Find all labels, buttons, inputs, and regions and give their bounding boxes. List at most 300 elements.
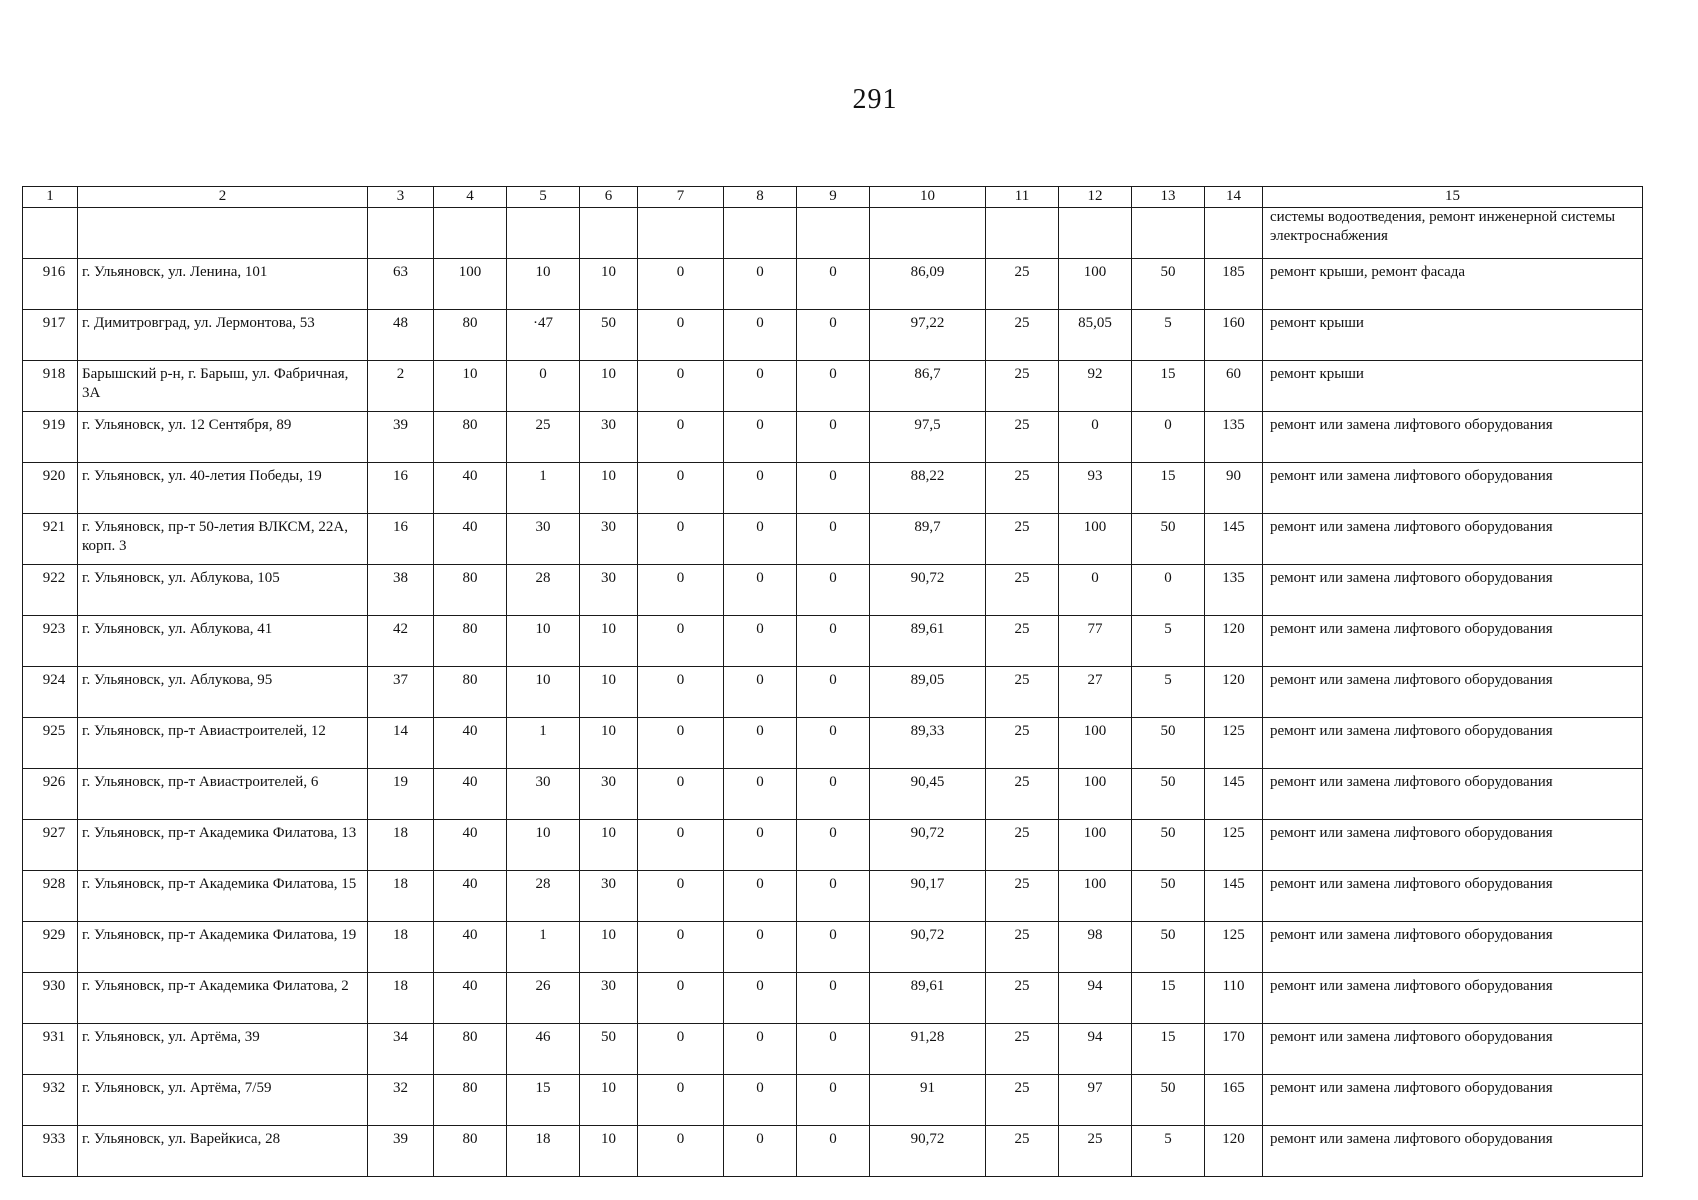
table-row: [23, 871, 1643, 922]
value-col-14-cell: 185: [1205, 259, 1263, 310]
value-col-8-cell: 0: [724, 259, 797, 310]
value-col-8-cell: 0: [724, 361, 797, 412]
value-col-12-cell: 94: [1059, 973, 1132, 1024]
value-col-7-cell: 0: [638, 1075, 724, 1126]
row-number-cell: 926: [23, 769, 78, 820]
row-number-cell: 924: [23, 667, 78, 718]
value-col-6-cell: 10: [580, 463, 638, 514]
value-col-10-cell: 86,7: [870, 361, 986, 412]
row-number-cell: 933: [23, 1126, 78, 1177]
table-row: [23, 1075, 1643, 1126]
value-col-11-cell: 25: [986, 616, 1059, 667]
value-col-3-cell: 39: [368, 1126, 434, 1177]
address-cell: г. Ульяновск, ул. Ленина, 101: [78, 259, 368, 310]
value-col-3-cell: 38: [368, 565, 434, 616]
value-col-7-cell: 0: [638, 769, 724, 820]
value-col-14-cell: 120: [1205, 667, 1263, 718]
empty-cell: [434, 208, 507, 259]
table-row: [23, 463, 1643, 514]
value-col-4-cell: 80: [434, 412, 507, 463]
value-col-11-cell: 25: [986, 1024, 1059, 1075]
value-col-4-cell: 40: [434, 463, 507, 514]
value-col-10-cell: 88,22: [870, 463, 986, 514]
value-col-9-cell: 0: [797, 820, 870, 871]
value-col-8-cell: 0: [724, 1126, 797, 1177]
value-col-9-cell: 0: [797, 1126, 870, 1177]
value-col-10-cell: 90,72: [870, 1126, 986, 1177]
column-header: 4: [434, 187, 507, 208]
value-col-3-cell: 18: [368, 871, 434, 922]
value-col-6-cell: 30: [580, 565, 638, 616]
table-row: [23, 259, 1643, 310]
value-col-11-cell: 25: [986, 871, 1059, 922]
row-number-cell: 923: [23, 616, 78, 667]
value-col-5-cell: 25: [507, 412, 580, 463]
work-description-cell: ремонт крыши: [1263, 310, 1643, 361]
value-col-7-cell: 0: [638, 412, 724, 463]
value-col-13-cell: 0: [1132, 412, 1205, 463]
value-col-9-cell: 0: [797, 259, 870, 310]
value-col-7-cell: 0: [638, 871, 724, 922]
value-col-5-cell: 1: [507, 463, 580, 514]
row-number-cell: 931: [23, 1024, 78, 1075]
value-col-12-cell: 100: [1059, 718, 1132, 769]
address-cell: г. Ульяновск, пр-т 50-летия ВЛКСМ, 22А, корп. 3: [78, 514, 368, 565]
table-row: [23, 1024, 1643, 1075]
value-col-11-cell: 25: [986, 514, 1059, 565]
column-header: 13: [1132, 187, 1205, 208]
value-col-7-cell: 0: [638, 565, 724, 616]
value-col-9-cell: 0: [797, 565, 870, 616]
value-col-3-cell: 39: [368, 412, 434, 463]
value-col-3-cell: 37: [368, 667, 434, 718]
value-col-7-cell: 0: [638, 310, 724, 361]
value-col-11-cell: 25: [986, 565, 1059, 616]
value-col-14-cell: 165: [1205, 1075, 1263, 1126]
value-col-3-cell: 18: [368, 820, 434, 871]
value-col-4-cell: 40: [434, 820, 507, 871]
value-col-13-cell: 50: [1132, 820, 1205, 871]
address-cell: г. Ульяновск, пр-т Академика Филатова, 13: [78, 820, 368, 871]
address-cell: г. Димитровград, ул. Лермонтова, 53: [78, 310, 368, 361]
value-col-4-cell: 80: [434, 310, 507, 361]
value-col-9-cell: 0: [797, 514, 870, 565]
value-col-9-cell: 0: [797, 667, 870, 718]
value-col-14-cell: 135: [1205, 412, 1263, 463]
address-cell: г. Ульяновск, ул. Артёма, 39: [78, 1024, 368, 1075]
row-number-cell: 932: [23, 1075, 78, 1126]
value-col-13-cell: 15: [1132, 1024, 1205, 1075]
value-col-6-cell: 10: [580, 820, 638, 871]
value-col-14-cell: 125: [1205, 922, 1263, 973]
value-col-8-cell: 0: [724, 769, 797, 820]
column-number-row: [23, 187, 1643, 208]
value-col-14-cell: 125: [1205, 820, 1263, 871]
column-header: 10: [870, 187, 986, 208]
work-description-cell: ремонт или замена лифтового оборудования: [1263, 1024, 1643, 1075]
value-col-11-cell: 25: [986, 259, 1059, 310]
empty-cell: [23, 208, 78, 259]
value-col-11-cell: 25: [986, 718, 1059, 769]
value-col-5-cell: 1: [507, 922, 580, 973]
value-col-4-cell: 80: [434, 565, 507, 616]
value-col-5-cell: 46: [507, 1024, 580, 1075]
address-cell: г. Ульяновск, ул. 40-летия Победы, 19: [78, 463, 368, 514]
value-col-9-cell: 0: [797, 463, 870, 514]
value-col-9-cell: 0: [797, 412, 870, 463]
value-col-3-cell: 14: [368, 718, 434, 769]
value-col-14-cell: 145: [1205, 769, 1263, 820]
value-col-9-cell: 0: [797, 1024, 870, 1075]
value-col-3-cell: 42: [368, 616, 434, 667]
value-col-11-cell: 25: [986, 1075, 1059, 1126]
value-col-5-cell: 26: [507, 973, 580, 1024]
work-description-cell: ремонт или замена лифтового оборудования: [1263, 514, 1643, 565]
value-col-6-cell: 30: [580, 412, 638, 463]
value-col-6-cell: 30: [580, 871, 638, 922]
empty-cell: [1059, 208, 1132, 259]
value-col-5-cell: 30: [507, 514, 580, 565]
value-col-5-cell: 1: [507, 718, 580, 769]
table-container: [22, 186, 1643, 1177]
address-cell: г. Ульяновск, пр-т Авиастроителей, 6: [78, 769, 368, 820]
value-col-14-cell: 60: [1205, 361, 1263, 412]
value-col-8-cell: 0: [724, 718, 797, 769]
row-number-cell: 917: [23, 310, 78, 361]
value-col-6-cell: 10: [580, 718, 638, 769]
value-col-10-cell: 89,61: [870, 973, 986, 1024]
value-col-14-cell: 170: [1205, 1024, 1263, 1075]
column-header: 12: [1059, 187, 1132, 208]
value-col-7-cell: 0: [638, 820, 724, 871]
work-description-cell: ремонт или замена лифтового оборудования: [1263, 769, 1643, 820]
value-col-12-cell: 93: [1059, 463, 1132, 514]
table-row: [23, 820, 1643, 871]
value-col-12-cell: 100: [1059, 259, 1132, 310]
value-col-4-cell: 100: [434, 259, 507, 310]
empty-cell: [1205, 208, 1263, 259]
table-row: [23, 973, 1643, 1024]
value-col-9-cell: 0: [797, 769, 870, 820]
value-col-4-cell: 40: [434, 769, 507, 820]
value-col-11-cell: 25: [986, 310, 1059, 361]
value-col-11-cell: 25: [986, 922, 1059, 973]
value-col-3-cell: 18: [368, 973, 434, 1024]
value-col-6-cell: 50: [580, 310, 638, 361]
value-col-10-cell: 90,17: [870, 871, 986, 922]
value-col-3-cell: 34: [368, 1024, 434, 1075]
value-col-6-cell: 30: [580, 769, 638, 820]
work-description-cell: ремонт или замена лифтового оборудования: [1263, 1126, 1643, 1177]
page-number: 291: [852, 84, 898, 115]
value-col-14-cell: 110: [1205, 973, 1263, 1024]
row-number-cell: 922: [23, 565, 78, 616]
value-col-12-cell: 94: [1059, 1024, 1132, 1075]
value-col-12-cell: 0: [1059, 565, 1132, 616]
value-col-9-cell: 0: [797, 973, 870, 1024]
value-col-4-cell: 10: [434, 361, 507, 412]
work-description-cell: ремонт или замена лифтового оборудования: [1263, 412, 1643, 463]
value-col-10-cell: 90,72: [870, 820, 986, 871]
value-col-12-cell: 100: [1059, 820, 1132, 871]
value-col-14-cell: 145: [1205, 871, 1263, 922]
value-col-10-cell: 90,72: [870, 565, 986, 616]
address-cell: г. Ульяновск, пр-т Академика Филатова, 19: [78, 922, 368, 973]
continuation-row: [23, 208, 1643, 259]
value-col-13-cell: 5: [1132, 310, 1205, 361]
value-col-5-cell: 18: [507, 1126, 580, 1177]
value-col-6-cell: 10: [580, 361, 638, 412]
value-col-7-cell: 0: [638, 616, 724, 667]
value-col-8-cell: 0: [724, 871, 797, 922]
value-col-3-cell: 16: [368, 463, 434, 514]
value-col-10-cell: 91,28: [870, 1024, 986, 1075]
value-col-6-cell: 30: [580, 514, 638, 565]
row-number-cell: 918: [23, 361, 78, 412]
value-col-10-cell: 89,61: [870, 616, 986, 667]
value-col-13-cell: 15: [1132, 973, 1205, 1024]
value-col-13-cell: 5: [1132, 616, 1205, 667]
value-col-14-cell: 120: [1205, 1126, 1263, 1177]
value-col-9-cell: 0: [797, 361, 870, 412]
address-cell: г. Ульяновск, ул. 12 Сентября, 89: [78, 412, 368, 463]
table-row: [23, 565, 1643, 616]
table-row: [23, 514, 1643, 565]
value-col-9-cell: 0: [797, 310, 870, 361]
row-number-cell: 929: [23, 922, 78, 973]
column-header: 9: [797, 187, 870, 208]
empty-cell: [986, 208, 1059, 259]
value-col-8-cell: 0: [724, 973, 797, 1024]
empty-cell: [78, 208, 368, 259]
value-col-13-cell: 5: [1132, 1126, 1205, 1177]
value-col-13-cell: 50: [1132, 514, 1205, 565]
value-col-11-cell: 25: [986, 667, 1059, 718]
value-col-13-cell: 15: [1132, 361, 1205, 412]
value-col-8-cell: 0: [724, 1024, 797, 1075]
value-col-4-cell: 40: [434, 514, 507, 565]
empty-cell: [1132, 208, 1205, 259]
value-col-12-cell: 0: [1059, 412, 1132, 463]
value-col-3-cell: 48: [368, 310, 434, 361]
row-number-cell: 925: [23, 718, 78, 769]
value-col-6-cell: 10: [580, 667, 638, 718]
column-header: 11: [986, 187, 1059, 208]
value-col-7-cell: 0: [638, 718, 724, 769]
value-col-4-cell: 40: [434, 922, 507, 973]
value-col-7-cell: 0: [638, 1024, 724, 1075]
work-description-cell: ремонт крыши: [1263, 361, 1643, 412]
address-cell: г. Ульяновск, пр-т Академика Филатова, 2: [78, 973, 368, 1024]
value-col-3-cell: 63: [368, 259, 434, 310]
empty-cell: [638, 208, 724, 259]
value-col-6-cell: 50: [580, 1024, 638, 1075]
work-description-cell: ремонт или замена лифтового оборудования: [1263, 463, 1643, 514]
value-col-11-cell: 25: [986, 412, 1059, 463]
value-col-12-cell: 100: [1059, 514, 1132, 565]
work-description-cell: ремонт или замена лифтового оборудования: [1263, 718, 1643, 769]
value-col-4-cell: 40: [434, 871, 507, 922]
value-col-7-cell: 0: [638, 973, 724, 1024]
value-col-3-cell: 2: [368, 361, 434, 412]
value-col-10-cell: 89,33: [870, 718, 986, 769]
address-cell: г. Ульяновск, пр-т Авиастроителей, 12: [78, 718, 368, 769]
value-col-12-cell: 25: [1059, 1126, 1132, 1177]
value-col-5-cell: 30: [507, 769, 580, 820]
value-col-3-cell: 32: [368, 1075, 434, 1126]
value-col-10-cell: 86,09: [870, 259, 986, 310]
value-col-5-cell: 10: [507, 259, 580, 310]
value-col-8-cell: 0: [724, 922, 797, 973]
empty-cell: [797, 208, 870, 259]
value-col-13-cell: 15: [1132, 463, 1205, 514]
row-number-cell: 927: [23, 820, 78, 871]
row-number-cell: 921: [23, 514, 78, 565]
column-header: 2: [78, 187, 368, 208]
value-col-10-cell: 89,05: [870, 667, 986, 718]
value-col-11-cell: 25: [986, 769, 1059, 820]
work-description-cell: ремонт или замена лифтового оборудования: [1263, 871, 1643, 922]
value-col-14-cell: 135: [1205, 565, 1263, 616]
column-header: 14: [1205, 187, 1263, 208]
value-col-13-cell: 50: [1132, 1075, 1205, 1126]
column-header: 6: [580, 187, 638, 208]
empty-cell: [580, 208, 638, 259]
value-col-4-cell: 80: [434, 667, 507, 718]
empty-cell: [507, 208, 580, 259]
value-col-10-cell: 91: [870, 1075, 986, 1126]
value-col-12-cell: 85,05: [1059, 310, 1132, 361]
empty-cell: [724, 208, 797, 259]
value-col-13-cell: 50: [1132, 871, 1205, 922]
address-cell: г. Ульяновск, ул. Аблукова, 95: [78, 667, 368, 718]
work-description-cell: ремонт или замена лифтового оборудования: [1263, 667, 1643, 718]
value-col-5-cell: 28: [507, 565, 580, 616]
value-col-12-cell: 97: [1059, 1075, 1132, 1126]
empty-cell: [368, 208, 434, 259]
value-col-13-cell: 50: [1132, 769, 1205, 820]
value-col-13-cell: 50: [1132, 259, 1205, 310]
work-description-cell: ремонт или замена лифтового оборудования: [1263, 820, 1643, 871]
value-col-8-cell: 0: [724, 514, 797, 565]
value-col-14-cell: 125: [1205, 718, 1263, 769]
value-col-13-cell: 0: [1132, 565, 1205, 616]
value-col-8-cell: 0: [724, 667, 797, 718]
value-col-12-cell: 100: [1059, 769, 1132, 820]
value-col-9-cell: 0: [797, 871, 870, 922]
table-row: [23, 361, 1643, 412]
value-col-5-cell: 0: [507, 361, 580, 412]
table-body: [23, 187, 1643, 1177]
value-col-10-cell: 90,72: [870, 922, 986, 973]
value-col-5-cell: 10: [507, 820, 580, 871]
row-number-cell: 919: [23, 412, 78, 463]
value-col-8-cell: 0: [724, 820, 797, 871]
address-cell: г. Ульяновск, ул. Варейкиса, 28: [78, 1126, 368, 1177]
table-row: [23, 1126, 1643, 1177]
value-col-11-cell: 25: [986, 463, 1059, 514]
value-col-5-cell: ·47: [507, 310, 580, 361]
value-col-4-cell: 80: [434, 616, 507, 667]
value-col-14-cell: 160: [1205, 310, 1263, 361]
value-col-14-cell: 120: [1205, 616, 1263, 667]
column-header: 7: [638, 187, 724, 208]
value-col-8-cell: 0: [724, 1075, 797, 1126]
value-col-8-cell: 0: [724, 565, 797, 616]
value-col-13-cell: 50: [1132, 718, 1205, 769]
table-row: [23, 718, 1643, 769]
work-description-cell: ремонт или замена лифтового оборудования: [1263, 1075, 1643, 1126]
value-col-13-cell: 50: [1132, 922, 1205, 973]
value-col-6-cell: 10: [580, 1126, 638, 1177]
value-col-4-cell: 80: [434, 1024, 507, 1075]
value-col-12-cell: 27: [1059, 667, 1132, 718]
table-row: [23, 310, 1643, 361]
value-col-7-cell: 0: [638, 922, 724, 973]
column-header: 5: [507, 187, 580, 208]
table-row: [23, 922, 1643, 973]
value-col-12-cell: 100: [1059, 871, 1132, 922]
value-col-5-cell: 15: [507, 1075, 580, 1126]
column-header: 15: [1263, 187, 1643, 208]
value-col-9-cell: 0: [797, 1075, 870, 1126]
value-col-4-cell: 40: [434, 718, 507, 769]
table-row: [23, 769, 1643, 820]
value-col-8-cell: 0: [724, 616, 797, 667]
value-col-8-cell: 0: [724, 412, 797, 463]
value-col-3-cell: 19: [368, 769, 434, 820]
repair-schedule-table: [22, 186, 1643, 1177]
value-col-4-cell: 40: [434, 973, 507, 1024]
value-col-10-cell: 97,22: [870, 310, 986, 361]
value-col-4-cell: 80: [434, 1075, 507, 1126]
value-col-12-cell: 92: [1059, 361, 1132, 412]
value-col-7-cell: 0: [638, 259, 724, 310]
value-col-5-cell: 10: [507, 667, 580, 718]
column-header: 3: [368, 187, 434, 208]
address-cell: г. Ульяновск, ул. Артёма, 7/59: [78, 1075, 368, 1126]
value-col-11-cell: 25: [986, 1126, 1059, 1177]
column-header: 8: [724, 187, 797, 208]
value-col-6-cell: 10: [580, 259, 638, 310]
table-row: [23, 667, 1643, 718]
work-description-cell: ремонт или замена лифтового оборудования: [1263, 922, 1643, 973]
continued-work-description: системы водоотведения, ремонт инженерной системы электроснабжения: [1263, 208, 1643, 259]
value-col-14-cell: 90: [1205, 463, 1263, 514]
work-description-cell: ремонт крыши, ремонт фасада: [1263, 259, 1643, 310]
value-col-6-cell: 30: [580, 973, 638, 1024]
value-col-14-cell: 145: [1205, 514, 1263, 565]
table-row: [23, 412, 1643, 463]
address-cell: Барышский р-н, г. Барыш, ул. Фабричная, 3А: [78, 361, 368, 412]
value-col-6-cell: 10: [580, 616, 638, 667]
value-col-12-cell: 77: [1059, 616, 1132, 667]
value-col-4-cell: 80: [434, 1126, 507, 1177]
table-row: [23, 616, 1643, 667]
row-number-cell: 930: [23, 973, 78, 1024]
value-col-7-cell: 0: [638, 1126, 724, 1177]
value-col-10-cell: 97,5: [870, 412, 986, 463]
address-cell: г. Ульяновск, ул. Аблукова, 41: [78, 616, 368, 667]
value-col-3-cell: 18: [368, 922, 434, 973]
value-col-7-cell: 0: [638, 667, 724, 718]
value-col-13-cell: 5: [1132, 667, 1205, 718]
value-col-6-cell: 10: [580, 922, 638, 973]
value-col-7-cell: 0: [638, 514, 724, 565]
value-col-11-cell: 25: [986, 361, 1059, 412]
row-number-cell: 916: [23, 259, 78, 310]
column-header: 1: [23, 187, 78, 208]
